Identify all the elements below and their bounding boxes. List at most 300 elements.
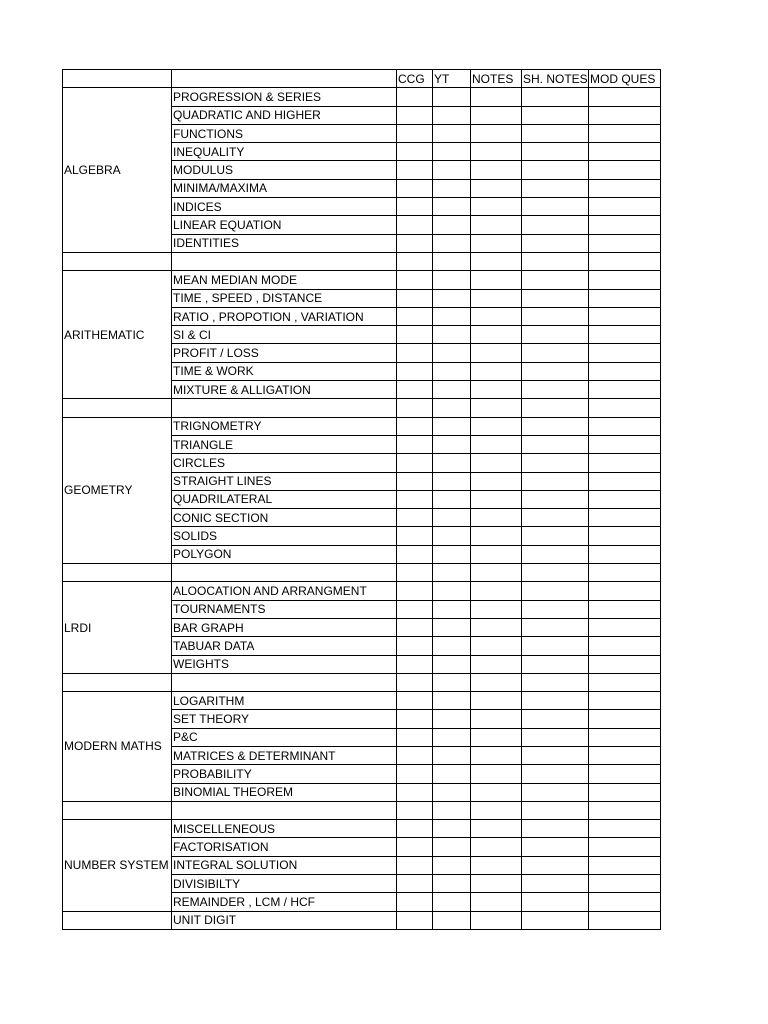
- progress-cell[interactable]: [589, 820, 661, 838]
- topic-cell[interactable]: CONIC SECTION: [172, 509, 397, 527]
- progress-cell[interactable]: [589, 490, 661, 508]
- progress-cell[interactable]: [397, 124, 433, 142]
- topic-cell[interactable]: INEQUALITY: [172, 143, 397, 161]
- topic-cell[interactable]: SI & CI: [172, 326, 397, 344]
- empty-cell[interactable]: [397, 252, 433, 270]
- topic-cell[interactable]: UNIT DIGIT: [172, 911, 397, 929]
- progress-cell[interactable]: [522, 856, 589, 874]
- progress-cell[interactable]: [433, 106, 471, 124]
- progress-cell[interactable]: [522, 216, 589, 234]
- topic-cell[interactable]: DIVISIBILTY: [172, 875, 397, 893]
- progress-cell[interactable]: [397, 381, 433, 399]
- progress-cell[interactable]: [522, 875, 589, 893]
- progress-cell[interactable]: [433, 307, 471, 325]
- progress-cell[interactable]: [522, 472, 589, 490]
- progress-cell[interactable]: [397, 655, 433, 673]
- progress-cell[interactable]: [397, 198, 433, 216]
- progress-cell[interactable]: [522, 655, 589, 673]
- progress-cell[interactable]: [433, 838, 471, 856]
- table-row: [63, 692, 661, 710]
- progress-cell[interactable]: [471, 289, 522, 307]
- progress-cell[interactable]: [433, 893, 471, 911]
- progress-cell[interactable]: [522, 161, 589, 179]
- progress-cell[interactable]: [522, 509, 589, 527]
- empty-cell[interactable]: [172, 399, 397, 417]
- empty-cell[interactable]: [589, 673, 661, 691]
- progress-cell[interactable]: [471, 545, 522, 563]
- progress-cell[interactable]: [397, 746, 433, 764]
- progress-cell[interactable]: [522, 234, 589, 252]
- progress-cell[interactable]: [433, 289, 471, 307]
- empty-cell[interactable]: [172, 564, 397, 582]
- progress-cell[interactable]: [433, 710, 471, 728]
- progress-cell[interactable]: [471, 326, 522, 344]
- header-category-cell[interactable]: [63, 70, 172, 88]
- progress-cell[interactable]: [589, 88, 661, 106]
- empty-cell[interactable]: [63, 564, 172, 582]
- empty-cell[interactable]: [63, 252, 172, 270]
- progress-cell[interactable]: [522, 582, 589, 600]
- progress-cell[interactable]: [589, 856, 661, 874]
- topic-cell[interactable]: LINEAR EQUATION: [172, 216, 397, 234]
- topic-cell[interactable]: TABUAR DATA: [172, 637, 397, 655]
- progress-cell[interactable]: [397, 216, 433, 234]
- empty-cell[interactable]: [63, 673, 172, 691]
- progress-cell[interactable]: [589, 582, 661, 600]
- progress-cell[interactable]: [471, 271, 522, 289]
- progress-cell[interactable]: [471, 143, 522, 161]
- progress-cell[interactable]: [589, 326, 661, 344]
- progress-cell[interactable]: [522, 198, 589, 216]
- progress-cell[interactable]: [471, 344, 522, 362]
- progress-cell[interactable]: [433, 618, 471, 636]
- progress-cell[interactable]: [471, 746, 522, 764]
- progress-cell[interactable]: [471, 527, 522, 545]
- progress-cell[interactable]: [471, 765, 522, 783]
- progress-cell[interactable]: [471, 875, 522, 893]
- header-topic-cell[interactable]: [172, 70, 397, 88]
- progress-cell[interactable]: [471, 198, 522, 216]
- progress-cell[interactable]: [397, 618, 433, 636]
- column-header-notes[interactable]: NOTES: [471, 70, 522, 88]
- topic-cell[interactable]: MISCELLENEOUS: [172, 820, 397, 838]
- topic-cell[interactable]: TIME , SPEED , DISTANCE: [172, 289, 397, 307]
- empty-cell[interactable]: [471, 801, 522, 819]
- progress-cell[interactable]: [397, 454, 433, 472]
- progress-cell[interactable]: [433, 728, 471, 746]
- empty-cell[interactable]: [397, 673, 433, 691]
- progress-cell[interactable]: [433, 637, 471, 655]
- progress-cell[interactable]: [433, 875, 471, 893]
- progress-cell[interactable]: [522, 765, 589, 783]
- progress-cell[interactable]: [433, 143, 471, 161]
- progress-cell[interactable]: [522, 344, 589, 362]
- progress-cell[interactable]: [522, 728, 589, 746]
- column-header-yt[interactable]: YT: [433, 70, 471, 88]
- category-cell-arithematic[interactable]: ARITHEMATIC: [63, 271, 172, 399]
- progress-cell[interactable]: [522, 820, 589, 838]
- progress-cell[interactable]: [397, 289, 433, 307]
- topic-cell[interactable]: TRIANGLE: [172, 435, 397, 453]
- topic-cell[interactable]: SOLIDS: [172, 527, 397, 545]
- topic-cell[interactable]: MINIMA/MAXIMA: [172, 179, 397, 197]
- empty-cell[interactable]: [433, 252, 471, 270]
- progress-cell[interactable]: [397, 893, 433, 911]
- empty-cell[interactable]: [522, 673, 589, 691]
- progress-cell[interactable]: [397, 637, 433, 655]
- progress-cell[interactable]: [522, 381, 589, 399]
- progress-cell[interactable]: [433, 655, 471, 673]
- progress-cell[interactable]: [471, 362, 522, 380]
- empty-cell[interactable]: [589, 252, 661, 270]
- progress-cell[interactable]: [397, 582, 433, 600]
- progress-cell[interactable]: [471, 472, 522, 490]
- progress-cell[interactable]: [433, 417, 471, 435]
- progress-cell[interactable]: [589, 710, 661, 728]
- empty-cell[interactable]: [471, 252, 522, 270]
- category-cell-algebra[interactable]: ALGEBRA: [63, 88, 172, 253]
- progress-cell[interactable]: [433, 509, 471, 527]
- progress-cell[interactable]: [471, 179, 522, 197]
- empty-cell[interactable]: [172, 252, 397, 270]
- topic-cell[interactable]: STRAIGHT LINES: [172, 472, 397, 490]
- progress-cell[interactable]: [433, 435, 471, 453]
- progress-cell[interactable]: [433, 179, 471, 197]
- category-cell-lrdi[interactable]: LRDI: [63, 582, 172, 673]
- progress-cell[interactable]: [471, 655, 522, 673]
- progress-cell[interactable]: [471, 893, 522, 911]
- progress-cell[interactable]: [589, 417, 661, 435]
- topic-cell[interactable]: SET THEORY: [172, 710, 397, 728]
- topic-cell[interactable]: TOURNAMENTS: [172, 600, 397, 618]
- empty-cell[interactable]: [471, 399, 522, 417]
- topic-cell[interactable]: MATRICES & DETERMINANT: [172, 746, 397, 764]
- empty-cell[interactable]: [433, 399, 471, 417]
- empty-cell[interactable]: [471, 673, 522, 691]
- topic-cell[interactable]: FUNCTIONS: [172, 124, 397, 142]
- topic-cell[interactable]: POLYGON: [172, 545, 397, 563]
- progress-cell[interactable]: [589, 198, 661, 216]
- progress-cell[interactable]: [433, 490, 471, 508]
- progress-cell[interactable]: [471, 838, 522, 856]
- empty-cell[interactable]: [172, 801, 397, 819]
- progress-cell[interactable]: [589, 765, 661, 783]
- progress-cell[interactable]: [397, 143, 433, 161]
- column-header-mod-ques[interactable]: MOD QUES: [589, 70, 661, 88]
- progress-cell[interactable]: [589, 545, 661, 563]
- progress-cell[interactable]: [522, 124, 589, 142]
- empty-cell[interactable]: [397, 801, 433, 819]
- progress-cell[interactable]: [589, 509, 661, 527]
- category-cell-geometry[interactable]: GEOMETRY: [63, 417, 172, 563]
- progress-cell[interactable]: [522, 88, 589, 106]
- progress-cell[interactable]: [522, 618, 589, 636]
- progress-cell[interactable]: [433, 856, 471, 874]
- progress-cell[interactable]: [522, 362, 589, 380]
- progress-cell[interactable]: [589, 746, 661, 764]
- progress-cell[interactable]: [397, 490, 433, 508]
- progress-cell[interactable]: [433, 582, 471, 600]
- progress-cell[interactable]: [522, 600, 589, 618]
- topic-cell[interactable]: QUADRATIC AND HIGHER: [172, 106, 397, 124]
- progress-cell[interactable]: [397, 600, 433, 618]
- topic-cell[interactable]: LOGARITHM: [172, 692, 397, 710]
- progress-cell[interactable]: [471, 124, 522, 142]
- progress-cell[interactable]: [433, 198, 471, 216]
- progress-cell[interactable]: [589, 216, 661, 234]
- progress-cell[interactable]: [589, 271, 661, 289]
- progress-cell[interactable]: [397, 344, 433, 362]
- progress-cell[interactable]: [522, 143, 589, 161]
- progress-cell[interactable]: [471, 582, 522, 600]
- progress-cell[interactable]: [397, 179, 433, 197]
- progress-cell[interactable]: [397, 417, 433, 435]
- progress-cell[interactable]: [397, 106, 433, 124]
- category-cell-number-system[interactable]: NUMBER SYSTEM: [63, 820, 172, 911]
- progress-cell[interactable]: [433, 746, 471, 764]
- progress-cell[interactable]: [397, 728, 433, 746]
- progress-cell[interactable]: [397, 362, 433, 380]
- progress-cell[interactable]: [471, 161, 522, 179]
- progress-cell[interactable]: [397, 509, 433, 527]
- progress-cell[interactable]: [589, 435, 661, 453]
- topic-cell[interactable]: REMAINDER , LCM / HCF: [172, 893, 397, 911]
- progress-cell[interactable]: [471, 692, 522, 710]
- progress-cell[interactable]: [433, 271, 471, 289]
- progress-cell[interactable]: [433, 820, 471, 838]
- topic-cell[interactable]: IDENTITIES: [172, 234, 397, 252]
- progress-cell[interactable]: [433, 88, 471, 106]
- progress-cell[interactable]: [433, 234, 471, 252]
- progress-cell[interactable]: [397, 545, 433, 563]
- progress-cell[interactable]: [397, 820, 433, 838]
- progress-cell[interactable]: [397, 435, 433, 453]
- empty-cell[interactable]: [522, 399, 589, 417]
- progress-cell[interactable]: [589, 106, 661, 124]
- progress-cell[interactable]: [589, 728, 661, 746]
- progress-cell[interactable]: [589, 289, 661, 307]
- progress-cell[interactable]: [433, 362, 471, 380]
- progress-cell[interactable]: [433, 161, 471, 179]
- progress-cell[interactable]: [589, 179, 661, 197]
- empty-cell[interactable]: [589, 564, 661, 582]
- progress-cell[interactable]: [433, 381, 471, 399]
- progress-cell[interactable]: [589, 344, 661, 362]
- progress-cell[interactable]: [471, 509, 522, 527]
- topic-cell[interactable]: INTEGRAL SOLUTION: [172, 856, 397, 874]
- progress-cell[interactable]: [522, 911, 589, 929]
- progress-cell[interactable]: [522, 454, 589, 472]
- topic-cell[interactable]: WEIGHTS: [172, 655, 397, 673]
- progress-cell[interactable]: [397, 856, 433, 874]
- progress-cell[interactable]: [589, 381, 661, 399]
- progress-cell[interactable]: [522, 179, 589, 197]
- progress-cell[interactable]: [471, 435, 522, 453]
- progress-cell[interactable]: [433, 911, 471, 929]
- progress-cell[interactable]: [589, 911, 661, 929]
- progress-cell[interactable]: [397, 911, 433, 929]
- empty-cell[interactable]: [397, 399, 433, 417]
- table-row: [63, 88, 661, 106]
- progress-cell[interactable]: [471, 106, 522, 124]
- empty-cell[interactable]: [63, 399, 172, 417]
- topic-cell[interactable]: TRIGNOMETRY: [172, 417, 397, 435]
- topic-cell[interactable]: TIME & WORK: [172, 362, 397, 380]
- progress-cell[interactable]: [522, 783, 589, 801]
- progress-cell[interactable]: [397, 783, 433, 801]
- table-body: [63, 70, 661, 930]
- progress-cell[interactable]: [471, 600, 522, 618]
- empty-cell[interactable]: [172, 673, 397, 691]
- progress-cell[interactable]: [471, 637, 522, 655]
- progress-cell[interactable]: [433, 472, 471, 490]
- empty-cell[interactable]: [63, 801, 172, 819]
- topic-cell[interactable]: CIRCLES: [172, 454, 397, 472]
- progress-cell[interactable]: [471, 618, 522, 636]
- progress-cell[interactable]: [522, 838, 589, 856]
- progress-cell[interactable]: [589, 362, 661, 380]
- progress-cell[interactable]: [397, 88, 433, 106]
- progress-cell[interactable]: [522, 545, 589, 563]
- topic-cell[interactable]: MEAN MEDIAN MODE: [172, 271, 397, 289]
- progress-cell[interactable]: [522, 527, 589, 545]
- progress-cell[interactable]: [397, 234, 433, 252]
- progress-cell[interactable]: [433, 454, 471, 472]
- progress-cell[interactable]: [433, 545, 471, 563]
- progress-cell[interactable]: [433, 216, 471, 234]
- progress-cell[interactable]: [471, 234, 522, 252]
- empty-cell[interactable]: [522, 801, 589, 819]
- topic-cell[interactable]: ALOOCATION AND ARRANGMENT: [172, 582, 397, 600]
- progress-cell[interactable]: [589, 655, 661, 673]
- progress-cell[interactable]: [471, 856, 522, 874]
- topic-cell[interactable]: MIXTURE & ALLIGATION: [172, 381, 397, 399]
- empty-cell[interactable]: [471, 564, 522, 582]
- progress-cell[interactable]: [433, 326, 471, 344]
- progress-cell[interactable]: [589, 838, 661, 856]
- progress-cell[interactable]: [522, 692, 589, 710]
- category-cell-modern-maths[interactable]: MODERN MATHS: [63, 692, 172, 802]
- progress-cell[interactable]: [397, 692, 433, 710]
- progress-cell[interactable]: [522, 289, 589, 307]
- progress-cell[interactable]: [433, 600, 471, 618]
- progress-cell[interactable]: [397, 875, 433, 893]
- progress-cell[interactable]: [397, 472, 433, 490]
- topic-cell[interactable]: BAR GRAPH: [172, 618, 397, 636]
- progress-cell[interactable]: [471, 307, 522, 325]
- empty-cell[interactable]: [522, 564, 589, 582]
- progress-cell[interactable]: [522, 326, 589, 344]
- empty-cell[interactable]: [433, 564, 471, 582]
- progress-cell[interactable]: [471, 728, 522, 746]
- progress-cell[interactable]: [522, 746, 589, 764]
- topic-cell[interactable]: MODULUS: [172, 161, 397, 179]
- progress-cell[interactable]: [522, 271, 589, 289]
- progress-cell[interactable]: [471, 417, 522, 435]
- progress-cell[interactable]: [522, 710, 589, 728]
- progress-cell[interactable]: [522, 490, 589, 508]
- empty-cell[interactable]: [433, 673, 471, 691]
- topic-cell[interactable]: FACTORISATION: [172, 838, 397, 856]
- progress-cell[interactable]: [433, 344, 471, 362]
- progress-cell[interactable]: [589, 637, 661, 655]
- progress-cell[interactable]: [522, 893, 589, 911]
- progress-cell[interactable]: [471, 454, 522, 472]
- category-cell-uncategorized[interactable]: [63, 911, 172, 929]
- table-row: [63, 417, 661, 435]
- column-header-sh-notes[interactable]: SH. NOTES: [522, 70, 589, 88]
- progress-cell[interactable]: [471, 911, 522, 929]
- progress-cell[interactable]: [589, 454, 661, 472]
- progress-cell[interactable]: [397, 161, 433, 179]
- topic-cell[interactable]: QUADRILATERAL: [172, 490, 397, 508]
- progress-cell[interactable]: [397, 271, 433, 289]
- progress-cell[interactable]: [471, 783, 522, 801]
- progress-cell[interactable]: [433, 692, 471, 710]
- progress-cell[interactable]: [471, 381, 522, 399]
- topic-cell[interactable]: PROFIT / LOSS: [172, 344, 397, 362]
- progress-cell[interactable]: [433, 124, 471, 142]
- progress-cell[interactable]: [433, 527, 471, 545]
- progress-cell[interactable]: [589, 161, 661, 179]
- empty-cell[interactable]: [522, 252, 589, 270]
- progress-cell[interactable]: [589, 875, 661, 893]
- progress-cell[interactable]: [522, 106, 589, 124]
- progress-cell[interactable]: [522, 637, 589, 655]
- progress-cell[interactable]: [589, 600, 661, 618]
- progress-cell[interactable]: [471, 490, 522, 508]
- topic-cell[interactable]: P&C: [172, 728, 397, 746]
- topic-cell[interactable]: PROGRESSION & SERIES: [172, 88, 397, 106]
- progress-cell[interactable]: [397, 307, 433, 325]
- table-row: [63, 271, 661, 289]
- progress-cell[interactable]: [522, 307, 589, 325]
- progress-cell[interactable]: [522, 417, 589, 435]
- empty-cell[interactable]: [589, 399, 661, 417]
- progress-cell[interactable]: [471, 820, 522, 838]
- progress-cell[interactable]: [589, 893, 661, 911]
- progress-cell[interactable]: [471, 710, 522, 728]
- topic-cell[interactable]: PROBABILITY: [172, 765, 397, 783]
- empty-cell[interactable]: [433, 801, 471, 819]
- progress-cell[interactable]: [589, 618, 661, 636]
- topic-cell[interactable]: INDICES: [172, 198, 397, 216]
- progress-cell[interactable]: [589, 234, 661, 252]
- topic-cell[interactable]: BINOMIAL THEOREM: [172, 783, 397, 801]
- progress-cell[interactable]: [397, 710, 433, 728]
- empty-cell[interactable]: [589, 801, 661, 819]
- progress-cell[interactable]: [589, 143, 661, 161]
- progress-cell[interactable]: [589, 527, 661, 545]
- column-header-ccg[interactable]: CCG: [397, 70, 433, 88]
- progress-cell[interactable]: [397, 527, 433, 545]
- progress-cell[interactable]: [433, 765, 471, 783]
- progress-cell[interactable]: [589, 692, 661, 710]
- progress-cell[interactable]: [589, 307, 661, 325]
- progress-cell[interactable]: [589, 124, 661, 142]
- progress-cell[interactable]: [397, 326, 433, 344]
- topic-cell[interactable]: RATIO , PROPOTION , VARIATION: [172, 307, 397, 325]
- progress-cell[interactable]: [522, 435, 589, 453]
- progress-cell[interactable]: [471, 88, 522, 106]
- progress-cell[interactable]: [589, 783, 661, 801]
- progress-cell[interactable]: [471, 216, 522, 234]
- progress-cell[interactable]: [397, 838, 433, 856]
- empty-cell[interactable]: [397, 564, 433, 582]
- progress-cell[interactable]: [397, 765, 433, 783]
- progress-cell[interactable]: [589, 472, 661, 490]
- progress-cell[interactable]: [433, 783, 471, 801]
